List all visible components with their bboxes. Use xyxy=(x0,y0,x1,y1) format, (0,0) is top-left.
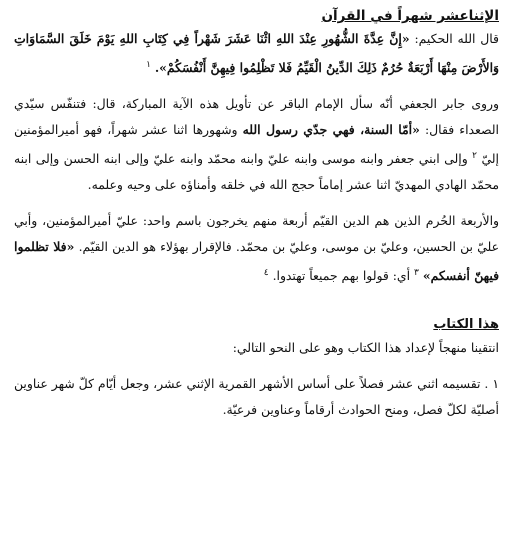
section-title: الإثناعشر شهراً في القرآن xyxy=(321,8,499,24)
footnote-ref-1: ١ xyxy=(146,60,151,70)
subsection-title: هذا الكتاب xyxy=(433,317,499,333)
narration-intro: وروى جابر الجعفي أنّه سأل الإمام الباقر عن تأويل هذه الآية المباركة، قال: فتنفّس سيّدي الصعداء فقال: xyxy=(14,96,499,138)
footnote-ref-3: ٣ xyxy=(414,268,419,279)
footnote-ref-4: ٤ xyxy=(263,268,269,279)
four-sacred-paragraph xyxy=(14,208,499,289)
narration-quote-a: «أمّا السنة، فهي جدّي رسول الله xyxy=(242,122,420,138)
spacer xyxy=(14,361,499,371)
spacer xyxy=(14,198,499,208)
spacer xyxy=(14,81,499,91)
narration-paragraph xyxy=(14,91,499,198)
quote-paragraph xyxy=(14,26,499,81)
four-sacred-text: والأربعة الحُرم الذين هم الدين القيّم أربعة منهم يخرجون باسم واحد: عليّ أميرالمؤمنين، وأبي عليّ بن الحسين، وعليّ بن موسى، وعليّ بن محمّد. فالإقرار بهؤلاء هو الدين القيّم. xyxy=(14,213,499,255)
four-sacred-verse: «فلا تظلموا فيهنّ أنفسكم» xyxy=(14,239,499,284)
spacer xyxy=(14,289,499,315)
narration-quote-b: وشهورها اثنا عشر شهراً، فهو أميرالمؤمنين إليّ xyxy=(14,122,499,167)
method-intro: انتقينا منهجاً لإعداد هذا الكتاب وهو على النحو التالي: xyxy=(232,340,499,356)
method-item-1 xyxy=(14,371,499,423)
quran-verse: «إِنَّ عِدَّةَ الشُّهُورِ عِنْدَ اللهِ اثْنَا عَشَرَ شَهْراً فِي كِتَابِ اللهِ يَوْمَ خَلَقَ السَّمَاوَاتِ وَالأَرْضَ مِنْهَا أَرْبَعَةٌ حُرُمٌ ذَلِكَ الدِّينُ الْقَيِّمُ فَلا تَظْلِمُوا فِيهِنَّ أَنْفُسَكُمْ». xyxy=(14,31,499,76)
item-number: ١ . xyxy=(484,376,499,392)
quote-intro: قال الله الحكيم: xyxy=(414,31,499,46)
footnote-ref-2: ٢ xyxy=(472,151,477,162)
narration-end: وإلى ابني جعفر وابنه موسى وابنه عليّ وابنه محمّد وابنه عليّ وإلى ابنه الحسن وإلى ابنه محمّد الهادي المهديّ اثنا عشر إماماً حجج الله في خلقه وأمناؤه على وحيه وعلمه. xyxy=(14,151,499,193)
four-sacred-end: أي: قولوا بهم جميعاً تهتدوا. xyxy=(272,268,411,284)
item-text: تقسيمه اثني عشر فصلاً على أساس الأشهر القمرية الإثني عشر، وجعل أيّام كلّ شهر عناوين أصليّة لكلّ فصل، ومنح الحوادث أرقاماً وعناوين فرعيّة. xyxy=(14,376,499,418)
